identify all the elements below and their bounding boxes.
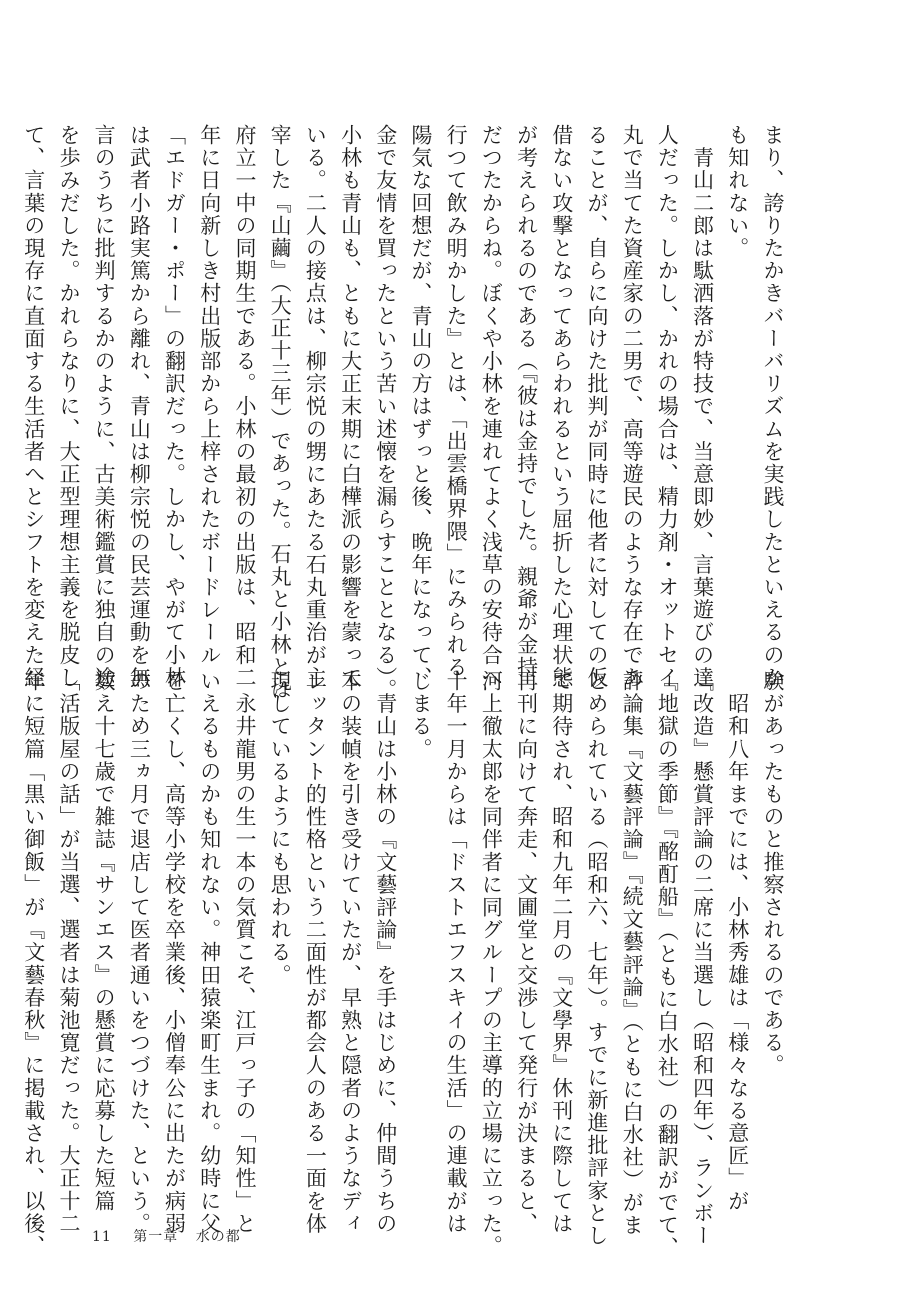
text-column: を歩みだした。かれらなりに、大正型理想主義を脱皮し [56, 124, 81, 689]
text-column: 数え十七歳で雑誌『サンエス』の懸賞に応募した短篇 [92, 670, 117, 1213]
page-number: 11 [92, 1229, 112, 1245]
text-column: 『改造』懸賞評論の二席に当選し（昭和四年）、ランボー [690, 670, 715, 1248]
text-column: 言のうちに批判するかのように、古美術鑑賞に独自の途 [92, 124, 117, 689]
text-column: まり、誇りたかきバーバリズムを実践したといえるのか [761, 124, 785, 689]
text-column: 「活版屋の話」が当選、選者は菊池寛だった。大正十二 [56, 670, 81, 1235]
text-column: 現しているようにも思われる。 [268, 670, 293, 987]
text-column: は武者小路実篤から離れ、青山は柳宗悦の民芸運動を無 [127, 124, 152, 689]
text-column: 人だった。しかし、かれの場合は、精力剤・オットセイ [655, 124, 680, 689]
text-column: じまる。 [408, 670, 433, 761]
text-column: 金で友情を買ったという苦い述懐を漏らすこととなる）。 [373, 124, 398, 702]
text-column: 年に日向新しき村出版部から上梓されたボードレール [197, 124, 222, 667]
text-column: のため三ヵ月で退店して医者通いをつづけた、という。 [127, 670, 152, 1235]
text-column: も知れない。 [725, 124, 750, 260]
text-column: 府立一中の同期生である。小林の最初の出版は、昭和二 [232, 124, 257, 689]
text-column: を亡くし、高等小学校を卒業後、小僧奉公に出たが病弱 [162, 670, 187, 1235]
text-column: て、言葉の現存に直面する生活者へとシフトを変えた経 [21, 124, 46, 689]
text-column: 宰した『山繭』（大正十三年）であった。石丸と小林とは [268, 124, 293, 702]
text-column: 評論集『文藝評論』『続文藝評論』（ともに白水社）がま [620, 670, 645, 1237]
text-column: 験があったものと推察されるのである。 [761, 670, 785, 1077]
text-column: 『地獄の季節』『酩酊船』（ともに白水社）の翻訳がでて、 [655, 670, 680, 1260]
page-footer [92, 1226, 241, 1246]
text-column: とめられている（昭和六、七年）。すでに新進批評家とし [584, 670, 609, 1248]
chapter-label: 第一章 [133, 1229, 179, 1245]
section-title: 水の都 [195, 1229, 241, 1245]
text-column: 小林も青山も、ともに大正末期に白樺派の影響を蒙って [338, 124, 363, 689]
text-column: いる。二人の接点は、柳宗悦の甥にあたる石丸重治が主 [303, 124, 328, 689]
text-column: ることが、自らに向けた批判が同時に他者に対しての仮 [584, 124, 609, 689]
text-column: レッタント的性格という二面性が都会人のある一面を体 [303, 670, 328, 1235]
text-column: 河上徹太郎を同伴者に同グループの主導的立場に立った。 [479, 670, 504, 1258]
text-column: 十年一月からは「ドストエフスキイの生活」の連載がは [444, 670, 469, 1235]
upper-text-block [21, 124, 790, 702]
text-column: 青山は小林の『文藝評論』を手はじめに、仲間うちの [373, 670, 398, 1235]
text-column: 昭和八年までには、小林秀雄は「様々なる意匠」が [725, 670, 750, 1213]
text-column: 陽気な回想だが、青山の方はずっと後、晩年になって、 [408, 124, 433, 689]
text-column: 青山二郎は駄洒落が特技で、当意即妙、言葉遊びの達 [690, 124, 715, 689]
text-column: て期待され、昭和九年二月の『文學界』休刊に際しては [549, 670, 574, 1235]
text-column: だつたからね。ぼくや小林を連れてよく浅草の安待合へ [479, 124, 504, 689]
text-column: 行つて飲み明かした』とは、「出雲橋界隈」にみられる [444, 124, 469, 679]
text-column: 「エドガー・ポー」の翻訳だった。しかし、やがて小林 [162, 124, 187, 689]
text-column: 再刊に向けて奔走、文圃堂と交渉して発行が決まると、 [514, 670, 539, 1235]
text-column: 永井龍男の生一本の気質こそ、江戸っ子の「知性」と [232, 670, 257, 1235]
text-column: 年に短篇「黒い御飯」が『文藝春秋』に掲載され、以後、 [21, 670, 46, 1258]
text-column: 丸で当てた資産家の二男で、高等遊民のような存在であ [620, 124, 645, 689]
text-column: が考えられるのである（『彼は金持でした。親爺が金持 [514, 124, 539, 679]
text-column: いえるものかも知れない。神田猿楽町生まれ。幼時に父 [197, 670, 222, 1235]
text-column: 本の装幀を引き受けていたが、早熟と隠者のようなディ [338, 670, 363, 1235]
text-column: 借ない攻撃となってあらわれるという屈折した心理状態 [549, 124, 574, 689]
